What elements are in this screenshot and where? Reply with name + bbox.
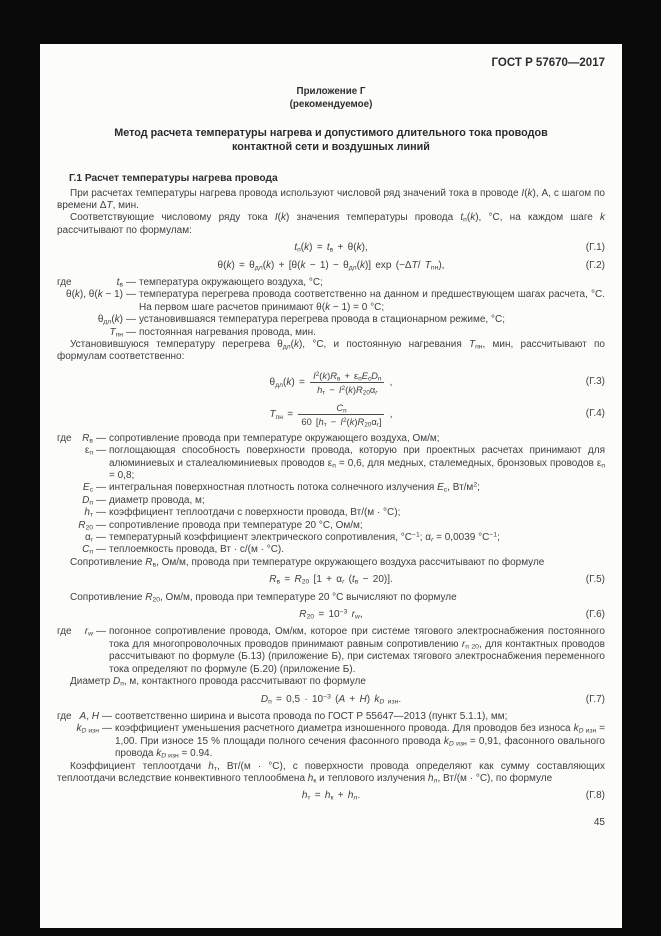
definition-row [57,520,605,532]
definition-row [57,723,605,760]
definition-text: температура перегрева провода соответственно на данном и предшествующем шагах расчета, °С. На первом шаге расчетов принимают θ(k − 1) = 0 °С; [139,289,605,313]
definition-row [57,327,605,339]
definition-row [57,445,605,482]
definition-text: коэффициент теплоотдачи с поверхности провода, Вт/(м · °С); [109,507,401,519]
formula-row [57,242,605,254]
formula-body: $t_п(k) = t_в + \theta(k)$, [294,242,368,254]
definition-text: погонное сопротивление провода, Ом/км, которое при системе тягового электроснабжения постоянного тока для многопроволочных проводов принимают равным сопротивлению $r_{п 20}$, для контактных проводов рассчитывают по формуле (Б.13) (приложение Б), при системах тягового электроснабжения переменного тока определяют по формуле (Б.20) (приложение Б). [109,626,605,675]
definition-text: температурный коэффициент электрического сопротивления, $^\circ С^{-1}$; $\alpha_r = 0,0039$ $^\circ С^{-1}$; [109,531,500,544]
appendix-label: Приложение Г [296,86,366,97]
definition-dash: — [126,314,136,326]
title-line-2: контактной сети и воздушных линий [232,141,430,153]
definition-list [57,711,605,761]
appendix-block [57,86,605,111]
formula-body: $h_т = h_к + h_л$. [301,790,361,803]
document-blocks [57,173,605,803]
formula-body: $\theta(k) = \theta_{дл}(k) + [\theta(k - 1) - \theta_{дл}(k)]$ exp (−ΔT/ $T_{пн}$), [217,259,445,272]
definition-term: $\varepsilon_п$ [84,445,93,457]
formula-number: (Г.1) [585,242,605,254]
definition-row [57,532,605,544]
definition-row [57,495,605,507]
definition-text: соответственно ширина и высота провода по ГОСТ Р 55647—2013 (пункт 5.1.1), мм; [115,710,508,722]
definition-term: $t_в$ [116,276,123,289]
definition-row [57,544,605,556]
definition-term: $h_т$ [84,507,93,519]
paragraph: При расчетах температуры нагрева провода используют числовой ряд значений тока в проводе I(k), А, с шагом по времени ΔT, мин. [57,187,605,211]
formula-body: $D_п = 0,5 \cdot 10^{-3}$ (A + H) $k_{D изн}$. [260,693,402,706]
definition-row [57,314,605,326]
where-label: где [57,710,72,722]
definition-dash: — [126,289,136,301]
definition-row [57,711,605,723]
paragraph: Соответствующие числовому ряду тока I(k) значения температуры провода $t_п(k)$, °С, на каждом шаге k рассчитывают по формулам: [57,212,606,236]
formula-row [57,369,605,396]
formula-number: (Г.2) [585,259,605,271]
paragraph: Сопротивление $R_в$, Ом/м, провода при температуре окружающего воздуха рассчитывают по формуле [70,556,545,569]
definition-text: сопротивление провода при температуре 20 °С, Ом/м; [109,519,363,531]
definition-row [57,433,605,445]
section-heading: Г.1 Расчет температуры нагрева провода [69,173,278,184]
formula-row [57,609,605,621]
formula-body: $T_{пн}$ = $C_п$ 60 $[h_т - I^2(k)R_{20}\alpha_r]$ , [269,401,393,429]
definition-text: диаметр провода, м; [109,494,205,506]
definition-term: $R_{20}$ [78,519,93,532]
definition-text: теплоемкость провода, Вт · с/(м · °С). [109,544,285,556]
definition-term: $D_п$ [82,494,93,507]
definition-term: $T_{пн}$ [109,326,123,339]
appendix-note: (рекомендуемое) [289,98,373,110]
formula-number: (Г.5) [585,574,605,586]
definition-text: интегральная поверхностная плотность потока солнечного излучения $E_с$, $Вт/м^2$; [109,482,480,495]
paragraph: Диаметр $D_п$, м, контактного провода рассчитывают по формуле [70,676,366,688]
definition-term: $\alpha_r$ [84,532,93,544]
definition-text: установившаяся температура перегрева провода в стационарном режиме, °С; [139,314,505,326]
formula-row [57,401,605,428]
document-title [57,126,605,154]
definition-dash: — [96,507,106,519]
definition-term: $E_с$ [82,482,93,495]
definition-row [57,277,605,289]
definition-text: коэффициент уменьшения расчетного диаметра изношенного провода. Для проводов без износа $k_{D изн} = 1,00$. При износе 15 % площади полного сечения фасонного провода $k_{D изн} = 0,91$, фасонного овального провода $k_{D изн} = 0.94$. [115,723,606,760]
definition-term: $k_{D изн}$ [76,723,99,735]
definition-term: $\theta_{дл}(k)$ [97,314,123,326]
definition-dash: — [126,276,136,288]
definition-dash: — [96,532,106,544]
paragraph: Сопротивление $R_{20}$, Ом/м, провода при температуре 20 °С вычисляют по формуле [70,591,457,604]
where-label: где [57,626,72,638]
formula-number: (Г.7) [585,693,605,705]
definition-dash: — [126,326,136,338]
formula-row [57,574,605,586]
formula-number: (Г.4) [585,408,605,420]
definition-list [57,626,605,676]
formula-number: (Г.8) [585,790,605,802]
formula-row [57,260,605,272]
title-line-1: Метод расчета температуры нагрева и допустимого длительного тока проводов [114,127,548,139]
formula-body: $R_{20} = 10^{-3}$ $r_w$, [299,608,363,621]
definition-term: $C_п$ [82,544,93,557]
definition-dash: — [96,544,106,556]
definition-term: $R_в$ [82,432,93,445]
definition-text: сопротивление провода при температуре окружающего воздуха, Ом/м; [109,432,440,444]
definition-dash: — [102,710,112,722]
formula-body: $R_в = R_{20}$ [$1 + \alpha_r$ $(t_в - 20)$]. [269,574,393,586]
where-label: где [57,276,72,288]
definition-list [57,277,605,339]
formula-number: (Г.6) [585,609,605,621]
definition-row [57,626,605,676]
definition-text: поглощающая способность поверхности провода, которую при проектных расчетах принимают для алюминиевых и сталеалюминиевых проводов $\varepsilon_п = 0,6$, для медных, сталемедных, бронзовых проводов $\varepsilon_п = 0,8$; [109,445,606,481]
definition-term: A, H [79,710,99,722]
definition-dash: — [96,445,106,457]
definition-dash: — [102,723,112,735]
definition-list [57,433,605,557]
definition-dash: — [96,519,106,531]
paragraph: Коэффициент теплоотдачи $h_т$, Вт/(м · °С), с поверхности провода определяют как сумму составляющих теплоотдачи вследствие конвективного теплообмена $h_к$ и теплового излучения $h_л$, Вт/(м · °С), по формуле [57,760,605,785]
definition-dash: — [96,626,106,638]
definition-row [57,482,605,494]
definition-row [57,289,605,314]
paragraph: Установившуюся температуру перегрева $\theta_{дл}(k)$, °С, и постоянную нагревания $T_{пн}$, мин, рассчитывают по формулам соответственно: [57,338,605,363]
definition-dash: — [96,494,106,506]
formula-body: $\theta_{дл}(k)$ = $I^2(k)R_в + \varepsilon_пE_сD_п$ $h_т - I^2(k)R_{20}\alpha_r$ , [269,369,393,397]
where-label: где [57,432,72,444]
formula-row [57,790,605,802]
standard-code: ГОСТ Р 57670—2017 [491,57,605,69]
definition-text: постоянная нагревания провода, мин. [139,326,316,338]
definition-term: θ(k), θ(k − 1) [66,289,123,301]
definition-dash: — [96,432,106,444]
definition-text: температура окружающего воздуха, °С; [139,276,323,288]
definition-row [57,507,605,519]
formula-row [57,694,605,706]
document-page [40,44,622,928]
definition-dash: — [96,482,106,494]
page-number: 45 [593,816,605,828]
definition-term: $r_w$ [84,626,93,639]
formula-number: (Г.3) [585,376,605,388]
